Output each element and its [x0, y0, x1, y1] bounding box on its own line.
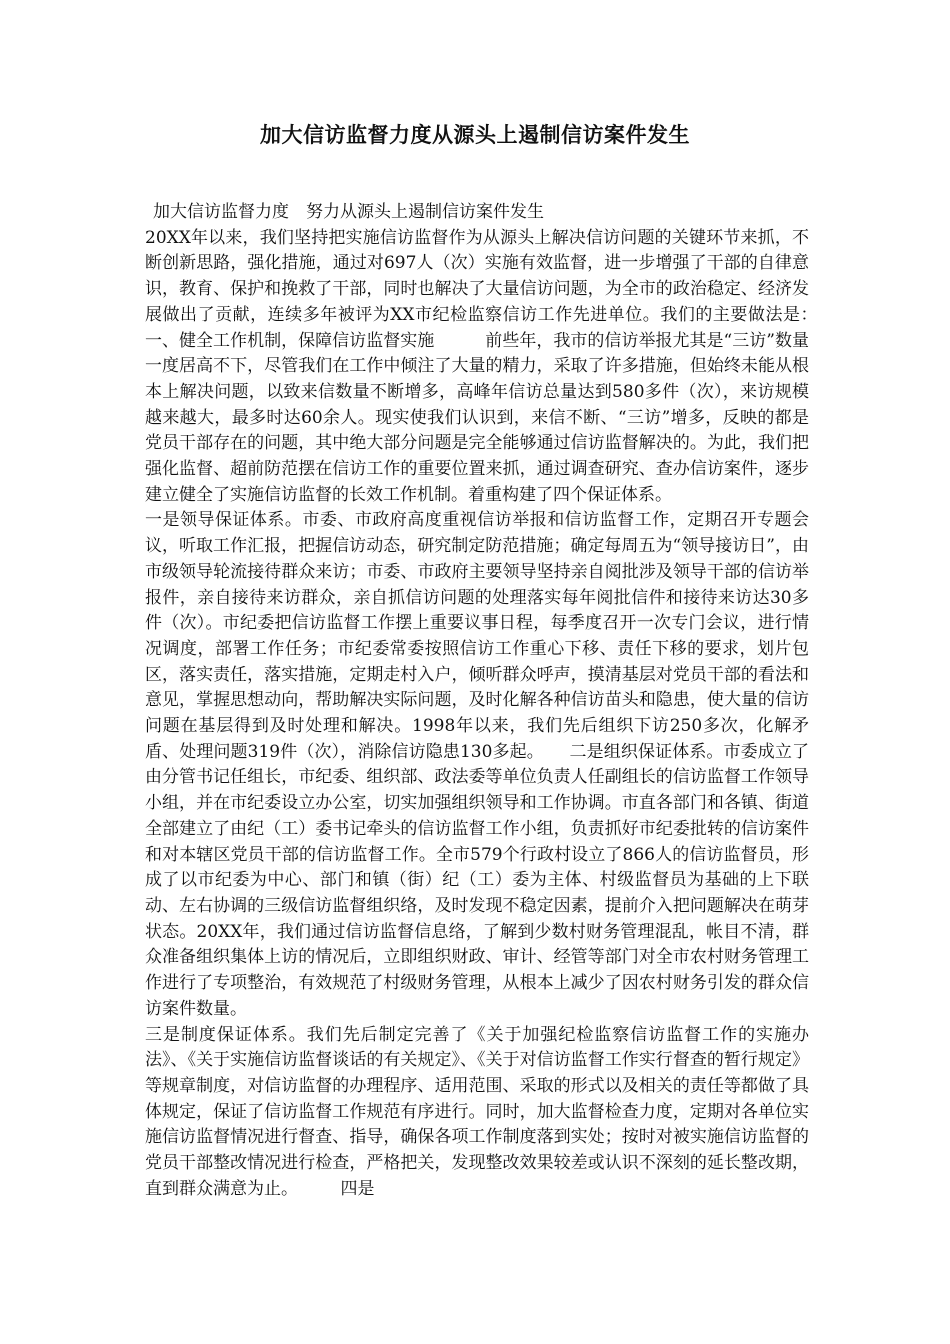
document-title: 加大信访监督力度从源头上遏制信访案件发生: [260, 122, 690, 147]
paragraph-leadership: 一是领导保证体系。市委、市政府高度重视信访举报和信访监督工作，定期召开专题会议，听取工作汇报，把握信访动态，研究制定防范措施；确定每周五为“领导接访日”，由市级领导轮流接待群众来访；市委、市政府主要领导坚持亲自阅批涉及领导干部的信访举报件，亲自接待来访群众，亲自抓信访问题的处理落实每年阅批信件和接待来访达30多件（次）。市纪委把信访监督工作摆上重要议事日程，每季度召开一次专门会议，进行情况调度，部署工作任务；市纪委常委按照信访工作重心下移、责任下移的要求，划片包区，落实责任，落实措施，定期走村入户，倾听群众呼声，摸清基层对党员干部的看法和意见，掌握思想动向，帮助解决实际问题，及时化解各种信访苗头和隐患，使大量的信访问题在基层得到及时处理和解决。1998年以来，我们先后组织下访250多次，化解矛盾、处理问题319件（次），消除信访隐患130多起。 二是组织保证体系。市委成立了由分管书记任组长，市纪委、组织部、政法委等单位负责人任副组长的信访监督工作领导小组，并在市纪委设立办公室，切实加强组织领导和工作协调。市直各部门和各镇、街道全部建立了由纪（工）委书记牵头的信访监督工作小组，负责抓好市纪委批转的信访案件和对本辖区党员干部的信访监督工作。全市579个行政村设立了866人的信访监督员，形成了以市纪委为中心、部门和镇（街）纪（工）委为主体、村级监督员为基础的上下联动、左右协调的三级信访监督组织络，及时发现不稳定因素，提前介入把问题解决在萌芽状态。20XX年，我们通过信访监督信息络，了解到少数村财务管理混乱，帐目不清，群众准备组织集体上访的情况后，立即组织财政、审计、经管等部门对全市农村财务管理工作进行了专项整治，有效规范了村级财务管理，从根本上减少了因农村财务引发的群众信访案件数量。: [145, 510, 809, 1019]
paragraph-system: 三是制度保证体系。我们先后制定完善了《关于加强纪检监察信访监督工作的实施办法》、《关于实施信访监督谈话的有关规定》、《关于对信访监督工作实行督查的暂行规定》等规章制度，对信访监督的办理程序、适用范围、采取的形式以及相关的责任等都做了具体规定，保证了信访监督工作规范有序进行。同时，加大监督检查力度，定期对各单位实施信访监督情况进行督查、指导，确保各项工作制度落到实处；按时对被实施信访监督的党员干部整改情况进行检查，严格把关，发现整改效果较差或认识不深刻的延长整改期，直到群众满意为止。 四是: [145, 1024, 809, 1199]
document-subtitle: 加大信访监督力度 努力从源头上遏制信访案件发生: [153, 202, 544, 222]
paragraph-intro: 20XX年以来，我们坚持把实施信访监督作为从源头上解决信访问题的关键环节来抓，不断创新思路，强化措施，通过对697人（次）实施有效监督，进一步增强了干部的自律意识，教育、保护和挽救了干部，同时也解决了大量信访问题，为全市的政治稳定、经济发展做出了贡献，连续多年被评为XX市纪检监察信访工作先进单位。我们的主要做法是： 一、健全工作机制，保障信访监督实施 前些年，我市的信访举报尤其是“三访”数量一度居高不下，尽管我们在工作中倾注了大量的精力，采取了许多措施，但始终未能从根本上解决问题，以致来信数量不断增多，高峰年信访总量达到580多件（次），来访规模越来越大，最多时达60余人。现实使我们认识到，来信不断、“三访”增多，反映的都是党员干部存在的问题，其中绝大部分问题是完全能够通过信访监督解决的。为此，我们把强化监督、超前防范摆在信访工作的重要位置来抓，通过调查研究、查办信访案件，逐步建立健全了实施信访监督的长效工作机制。着重构建了四个保证体系。: [145, 227, 877, 505]
document-body: [145, 200, 877, 1202]
